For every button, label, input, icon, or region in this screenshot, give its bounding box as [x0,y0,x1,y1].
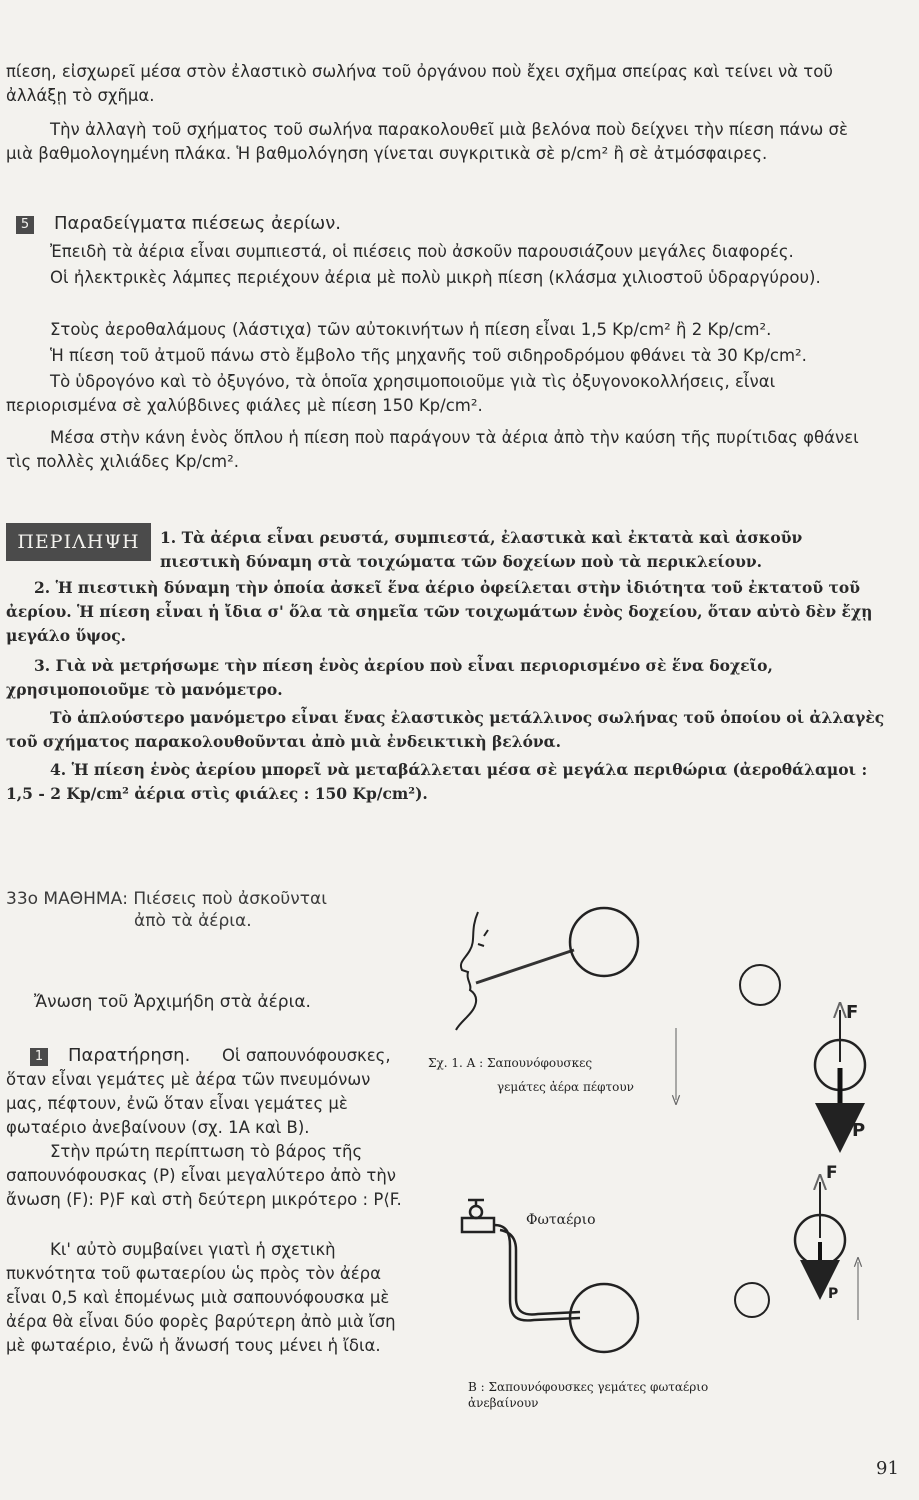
intro-paragraph-2: Τὴν ἀλλαγὴ τοῦ σχήματος τοῦ σωλήνα παρακολουθεῖ μιὰ βελόνα ποὺ δείχνει τὴν πίεση πάνω σὲ μιὰ βαθμολογημένη πλάκα. Ἡ βαθμολόγηση γίνεται συγκριτικὰ σὲ p/cm² ἢ σὲ ἀτμόσφαιρες. [6,120,848,163]
force-label-P-gas: P [828,1286,839,1302]
section-5-title: Παραδείγματα πιέσεως ἀερίων. [54,213,342,234]
straw-pipe [476,950,574,983]
summary-item-2: 2. Ἡ πιεστικὴ δύναμη τὴν ὁποία ἀσκεῖ ἕνα ἀέριο ὀφείλεται στὴν ἰδιότητα τοῦ ἐκτατοῦ τοῦ ἀερίου. Ἡ πίεση εἶναι ἡ ἴδια σ' ὅλα τὰ σημεῖα τῶν τοιχωμάτων ἑνὸς δοχείου, ὅταν αὐτὸ δὲν ἔχῃ μεγάλο ὕψος. [6,578,873,645]
section-1-paragraph-1: Οἱ σαπουνόφουσκες, ὅταν εἶναι γεμάτες μὲ ἀέρα τῶν πνευμόνων μας, πέφτουν, ἐνῶ ὅταν εἶναι γεμάτες μὲ φωταέριο ἀνεβαίνουν (σχ. 1Α καὶ Β). [6,1046,391,1137]
section-5-paragraph-3: Στοὺς ἀεροθαλάμους (λάστιχα) τῶν αὐτοκινήτων ἡ πίεση εἶναι 1,5 Kp/cm² ἢ 2 Kp/cm². [50,320,772,339]
figure-caption-A-line-2: γεμάτες ἀέρα πέφτουν [497,1080,634,1094]
figure-caption-B-line-1: Β : Σαπουνόφουσκες γεμάτες φωταέριο [468,1380,709,1394]
summary-item-3b: Τὸ ἁπλούστερο μανόμετρο εἶναι ἕνας ἐλαστικὸς μετάλλινος σωλήνας τοῦ ὁποίου οἱ ἀλλαγὲς τοῦ σχήματος παρακολουθοῦνται ἀπὸ μιὰ ἐνδεικτικὴ βελόνα. [6,708,885,751]
lesson-title-line-1: 33ο ΜΑΘΗΜΑ: Πιέσεις ποὺ ἀσκοῦνται [6,889,327,909]
lesson-title-line-2: ἀπὸ τὰ ἀέρια. [134,911,252,931]
figure-caption-B-line-2: ἀνεβαίνουν [468,1396,539,1410]
bubble-air-falling [815,1010,865,1128]
section-1-title: Παρατήρηση. [68,1045,191,1066]
lesson-subtitle: Ἄνωση τοῦ Ἀρχιμήδη στὰ ἀέρια. [34,992,311,1012]
section-5-paragraph-1: Ἐπειδὴ τὰ ἀέρια εἶναι συμπιεστά, οἱ πιέσεις ποὺ ἀσκοῦν παρουσιάζουν μεγάλες διαφορές. [50,242,794,261]
face-profile-drawing [456,912,488,1030]
force-label-F-gas: F [826,1163,838,1183]
bubble-air-small [740,965,780,1005]
section-1-paragraph-2: Στὴν πρώτη περίπτωση τὸ βάρος τῆς σαπουνόφουσκας (P) εἶναι μεγαλύτερο ἀπὸ τὴν ἄνωση (F): P⟩F καὶ στὴ δεύτερη μικρότερο : P⟨F. [6,1142,402,1209]
summary-item-3: 3. Γιὰ νὰ μετρήσωμε τὴν πίεση ἑνὸς ἀερίου ποὺ εἶναι περιορισμένο σὲ ἕνα δοχεῖο, χρησιμοποιοῦμε τὸ μανόμετρο. [6,656,773,699]
bubble-gas-large [570,1284,638,1352]
bubble-gas-small [735,1283,769,1317]
section-1-number-box: 1 [30,1048,48,1066]
bubble-air-large [570,908,638,976]
intro-paragraph-1: πίεση, εἰσχωρεῖ μέσα στὸν ἐλαστικὸ σωλήνα τοῦ ὀργάνου ποὺ ἔχει σχῆμα σπείρας καὶ τείνει νὰ τοῦ ἀλλάξῃ τὸ σχῆμα. [6,62,833,105]
section-5-paragraph-4: Ἡ πίεση τοῦ ἀτμοῦ πάνω στὸ ἔμβολο τῆς μηχανῆς τοῦ σιδηροδρόμου φθάνει τὰ 30 Kp/cm². [50,346,807,365]
figure-gas-label: Φωταέριο [526,1212,596,1228]
force-label-F-air: F [846,1002,859,1023]
bubble-gas-rising [795,1182,845,1280]
section-5-number-box: 5 [16,216,34,234]
summary-badge: ΠΕΡΙΛΗΨΗ [6,523,151,561]
force-label-P-air: P [852,1120,866,1141]
summary-item-1: 1. Τὰ ἀέρια εἶναι ρευστά, συμπιεστά, ἐλαστικὰ καὶ ἐκτατὰ καὶ ἀσκοῦν πιεστικὴ δύναμη στὰ τοιχώματα τῶν δοχείων ποὺ τὰ περικλείουν. [160,528,803,571]
section-5-paragraph-5: Τὸ ὑδρογόνο καὶ τὸ ὀξυγόνο, τὰ ὁποῖα χρησιμοποιοῦμε γιὰ τὶς ὀξυγονοκολλήσεις, εἶναι περιορισμένα σὲ χαλύβδινες φιάλες μὲ πίεση 150 Kp/cm². [6,372,776,415]
page-number: 91 [876,1458,899,1479]
summary-item-4: 4. Ἡ πίεση ἑνὸς ἀερίου μπορεῖ νὰ μεταβάλλεται μέσα σὲ μεγάλα περιθώρια (ἀεροθάλαμοι : 1,5 - 2 Kp/cm² ἀέρια στὶς φιάλες : 150 Kp/cm²). [6,760,868,803]
section-5-paragraph-2: Οἱ ἠλεκτρικὲς λάμπες περιέχουν ἀέρια μὲ πολὺ μικρὴ πίεση (κλάσμα χιλιοστοῦ ὑδραργύρου). [50,268,821,287]
section-5-paragraph-6: Μέσα στὴν κάνη ἑνὸς ὅπλου ἡ πίεση ποὺ παράγουν τὰ ἀέρια ἀπὸ τὴν καύση τῆς πυρίτιδας φθάνει τὶς πολλὲς χιλιάδες Kp/cm². [6,428,859,471]
section-1-paragraph-3: Κι' αὐτὸ συμβαίνει γιατὶ ἡ σχετικὴ πυκνότητα τοῦ φωταερίου ὡς πρὸς τὸν ἀέρα εἶναι 0,5 καὶ ἑπομένως μιὰ σαπουνόφουσκα μὲ ἀέρα θὰ εἶναι δύο φορὲς βαρύτερη ἀπὸ μιὰ ἴση μὲ φωταέριο, ἐνῶ ἡ ἄνωσή τους μένει ἡ ἴδια. [6,1240,396,1355]
figure-caption-A-line-1: Σχ. 1. Α : Σαπουνόφουσκες [428,1056,593,1070]
